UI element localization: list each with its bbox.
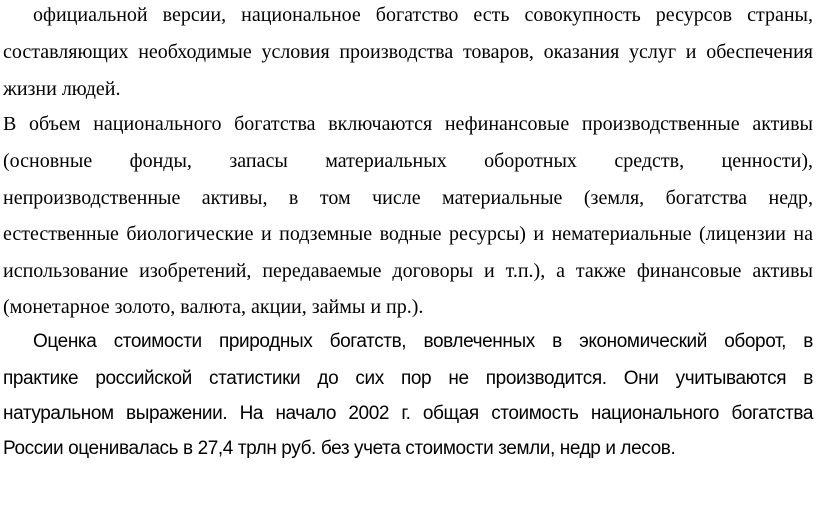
- paragraph-line: (основные фонды, запасы материальных оборотных средств, ценности),: [3, 150, 813, 172]
- paragraph-line: В объем национального богатства включаются нефинансовые производственные активы: [3, 113, 813, 135]
- paragraph-line: натуральном выражении. На начало 2002 г. общая стоимость национального богатства: [3, 403, 813, 424]
- paragraph-line: официальной версии, национальное богатство есть совокупность ресурсов страны,: [33, 4, 813, 26]
- paragraph-line: естественные биологические и подземные водные ресурсы) и нематериальные (лицензии на: [3, 223, 813, 245]
- paragraph-line: (монетарное золото, валюта, акции, займы и пр.).: [3, 296, 424, 318]
- paragraph-line: жизни людей.: [3, 78, 121, 100]
- paragraph-line: Оценка стоимости природных богатств, вовлеченных в экономический оборот, в: [33, 331, 813, 352]
- paragraph-line: составляющих необходимые условия производства товаров, оказания услуг и обеспечения: [3, 41, 813, 63]
- paragraph-line: использование изобретений, передаваемые договоры и т.п.), а также финансовые активы: [3, 260, 813, 282]
- paragraph-line: практике российской статистики до сих пор не производится. Они учитываются в: [3, 368, 813, 389]
- paragraph-line: России оценивалась в 27,4 трлн руб. без учета стоимости земли, недр и лесов.: [3, 438, 676, 459]
- paragraph-line: непроизводственные активы, в том числе материальные (земля, богатства недр,: [3, 187, 813, 209]
